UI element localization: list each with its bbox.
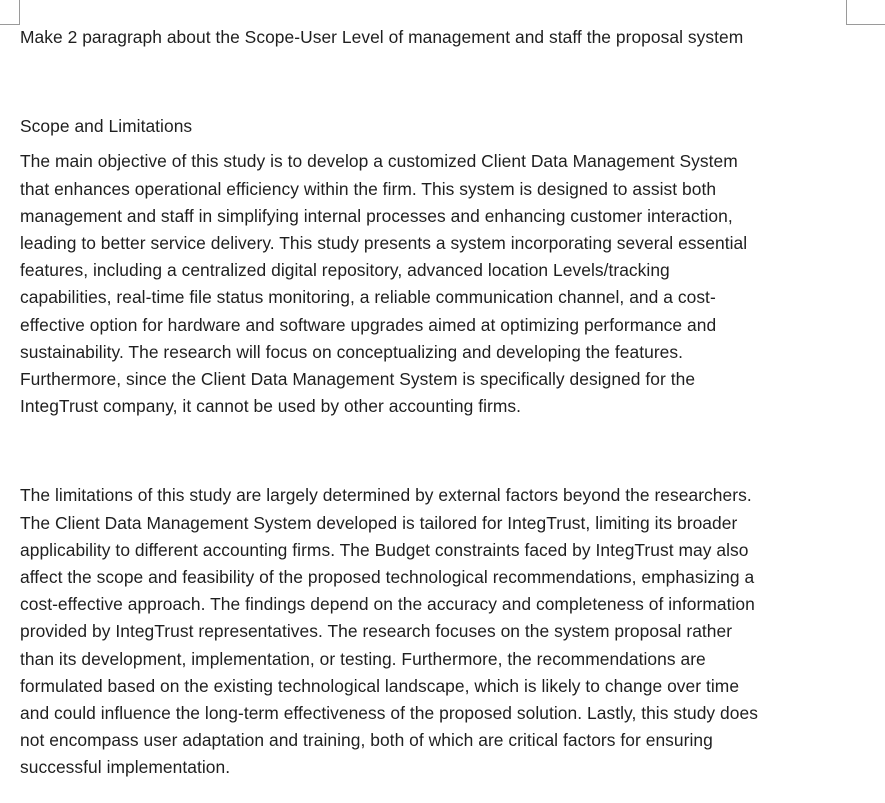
paragraph-limitations — [20, 482, 860, 781]
paragraph-line: sustainability. The research will focus on conceptualizing and developing the features. — [20, 341, 684, 362]
paragraph-line: cost-effective approach. The findings depend on the accuracy and completeness of information — [20, 594, 755, 615]
paragraph-line: not encompass user adaptation and training, both of which are critical factors for ensuring — [20, 730, 713, 751]
paragraph-line: applicability to different accounting firms. The Budget constraints faced by IntegTrust may also — [20, 539, 749, 560]
page-corner-mark-right — [846, 0, 885, 25]
paragraph-scope — [20, 148, 860, 420]
paragraph-line: provided by IntegTrust representatives. The research focuses on the system proposal rather — [20, 621, 733, 642]
paragraph-line: than its development, implementation, or testing. Furthermore, the recommendations are — [20, 648, 706, 669]
paragraph-line: formulated based on the existing technological landscape, which is likely to change over time — [20, 675, 740, 696]
paragraph-line: IntegTrust company, it cannot be used by other accounting firms. — [20, 396, 522, 417]
paragraph-line: affect the scope and feasibility of the proposed technological recommendations, emphasizing a — [20, 567, 755, 588]
paragraph-line: The Client Data Management System developed is tailored for IntegTrust, limiting its broader — [20, 512, 738, 533]
paragraph-line: capabilities, real-time file status monitoring, a reliable communication channel, and a cost- — [20, 287, 716, 308]
paragraph-line: leading to better service delivery. This study presents a system incorporating several essential — [20, 233, 748, 254]
paragraph-line: that enhances operational efficiency within the firm. This system is designed to assist both — [20, 178, 717, 199]
paragraph-line: features, including a centralized digital repository, advanced location Levels/tracking — [20, 260, 670, 281]
page-corner-mark-left — [0, 0, 20, 25]
paragraph-line: The main objective of this study is to develop a customized Client Data Management System — [20, 151, 738, 172]
paragraph-line: successful implementation. — [20, 757, 231, 778]
paragraph-line: effective option for hardware and software upgrades aimed at optimizing performance and — [20, 314, 717, 335]
paragraph-line: management and staff in simplifying internal processes and enhancing customer interaction, — [20, 205, 733, 226]
document-body[interactable] — [20, 24, 860, 782]
paragraph-line: Furthermore, since the Client Data Management System is specifically designed for the — [20, 369, 696, 390]
paragraph-line: and could influence the long-term effectiveness of the proposed solution. Lastly, this study does — [20, 703, 758, 724]
paragraph-line: The limitations of this study are largely determined by external factors beyond the researchers. — [20, 485, 752, 506]
section-heading: Scope and Limitations — [20, 116, 193, 137]
prompt-text: Make 2 paragraph about the Scope-User Level of management and staff the proposal system — [20, 27, 744, 47]
